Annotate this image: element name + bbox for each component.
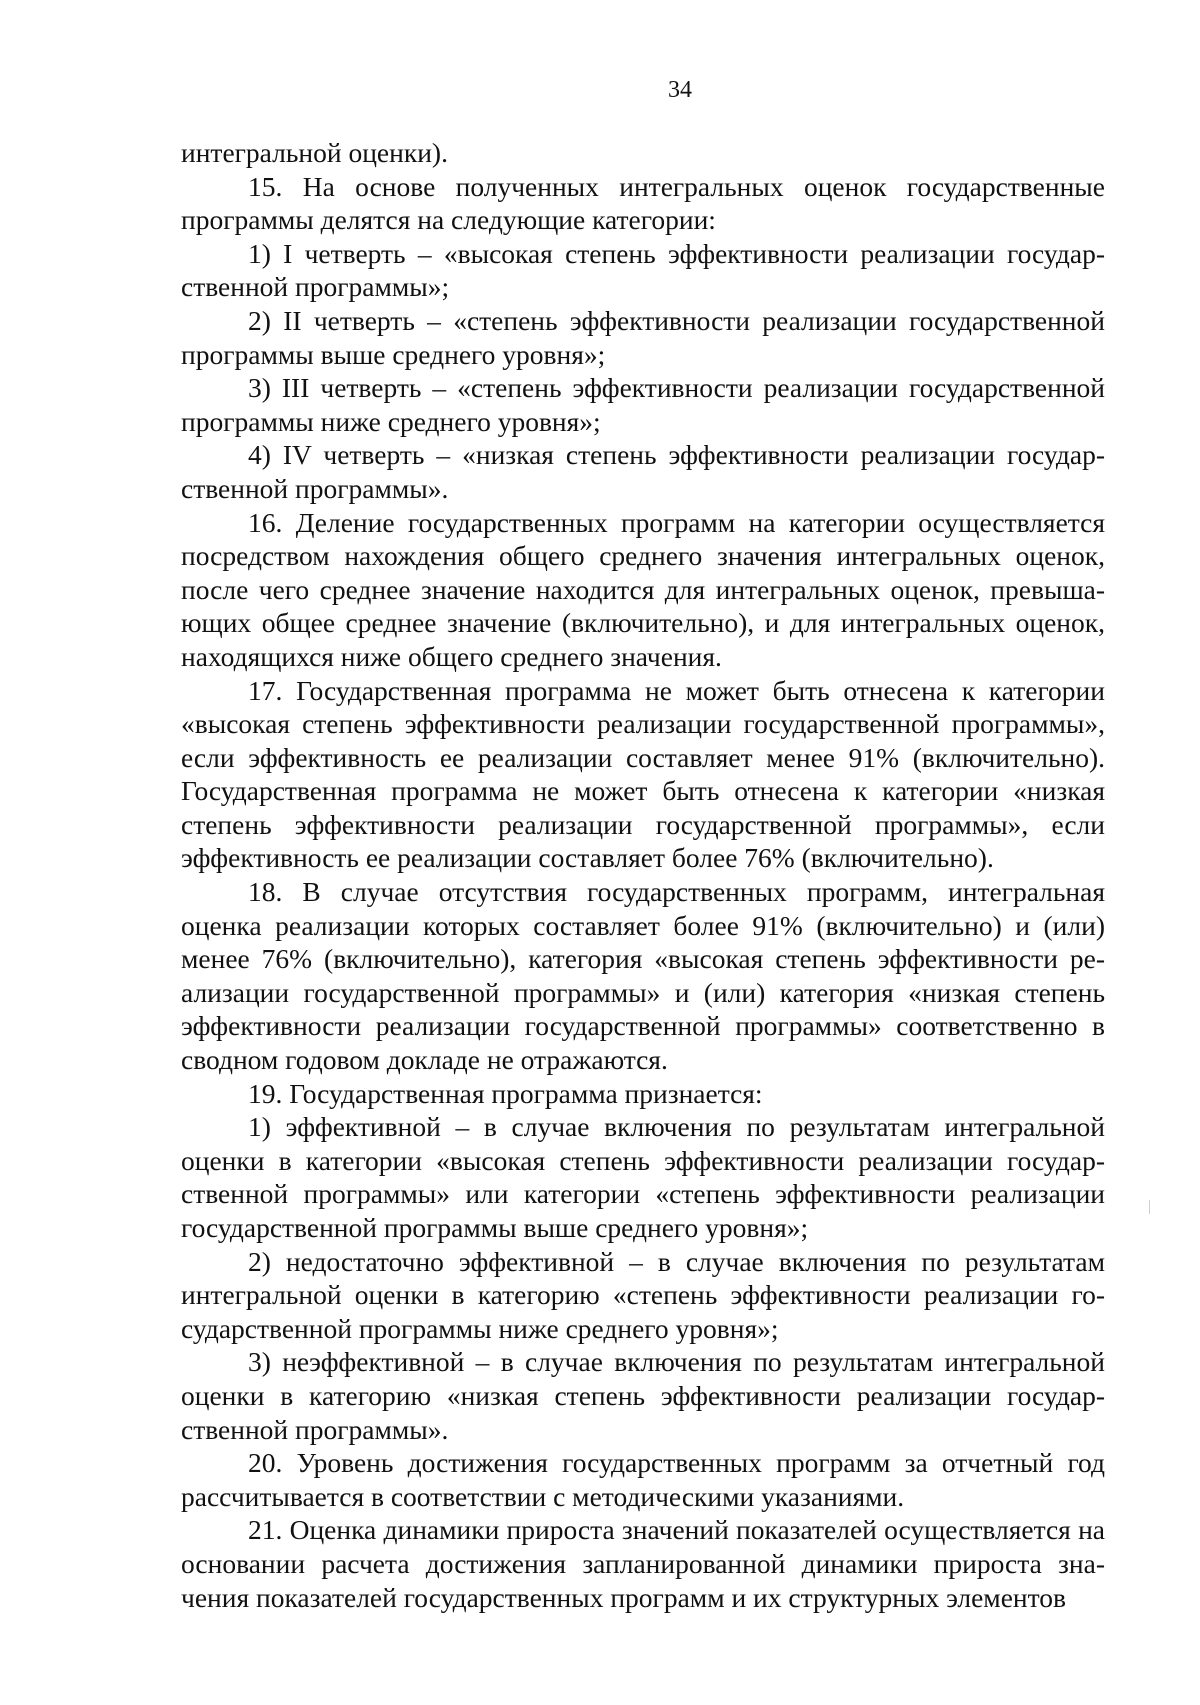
list-item-19-1: 1) эффективной – в случае включения по результатам интегральной оценки в категории «высокая степень эффективности реализации государственной программы» или категории «степень эффективности реализации государственной программы выше среднего уровня»; (181, 1111, 1105, 1243)
document-body (181, 136, 1105, 1614)
list-item-19-3: 3) неэффективной – в случае включения по результатам интегральной оценки в категорию «низкая степень эффективности реализации государственной программы». (181, 1346, 1105, 1445)
paragraph-15: 15. На основе полученных интегральных оценок государственные программы делятся на следующие категории: (181, 170, 1105, 236)
paragraph-21: 21. Оценка динамики прироста значений показателей осуществляется на основании расчета достижения запланированной динамики прироста значения показателей государственных программ и их структурных элементов (181, 1514, 1105, 1613)
paragraph-18: 18. В случае отсутствия государственных программ, интегральная оценка реализации которых составляет более 91% (включительно) и (или) менее 76% (включительно), категория «высокая степень эффективности реализации государственной программы» и (или) категория «низкая степень эффективности реализации государственной программы» соответственно в сводном годовом докладе не отражаются. (181, 876, 1105, 1076)
paragraph-20: 20. Уровень достижения государственных программ за отчетный год рассчитывается в соответствии с методическими указаниями. (181, 1447, 1105, 1512)
list-item-15-2: 2) II четверть – «степень эффективности реализации государственной программы выше среднего уровня»; (181, 304, 1105, 370)
scan-speck (1149, 1200, 1150, 1214)
paragraph-19: 19. Государственная программа признается: (248, 1077, 763, 1109)
list-item-19-2: 2) недостаточно эффективной – в случае включения по результатам интегральной оценки в категорию «степень эффективности реализации государственной программы ниже среднего уровня»; (181, 1245, 1105, 1344)
paragraph-continuation: интегральной оценки). (181, 137, 448, 168)
paragraph-17: 17. Государственная программа не может быть отнесена к категории «высокая степень эффективности реализации государственной программы», если эффективность ее реализации составляет менее 91% (включительно). Государственная программа не может быть отнесена к категории «низкая степень эффективности реализации государственной программы», если эффективность ее реализации составляет более 76% (включительно). (181, 674, 1105, 874)
list-item-15-3: 3) III четверть – «степень эффективности реализации государственной программы ниже среднего уровня»; (181, 372, 1105, 437)
paragraph-16: 16. Деление государственных программ на категории осуществляется посредством нахождения общего среднего значения интегральных оценок, после чего среднее значение находится для интегральных оценок, превышающих общее среднее значение (включительно), и для интегральных оценок, находящихся ниже общего среднего значения. (181, 506, 1105, 672)
list-item-15-4: 4) IV четверть – «низкая степень эффективности реализации государственной программы». (181, 439, 1105, 504)
list-item-15-1: 1) I четверть – «высокая степень эффективности реализации государственной программы»; (181, 237, 1105, 303)
page-number: 34 (668, 77, 692, 103)
